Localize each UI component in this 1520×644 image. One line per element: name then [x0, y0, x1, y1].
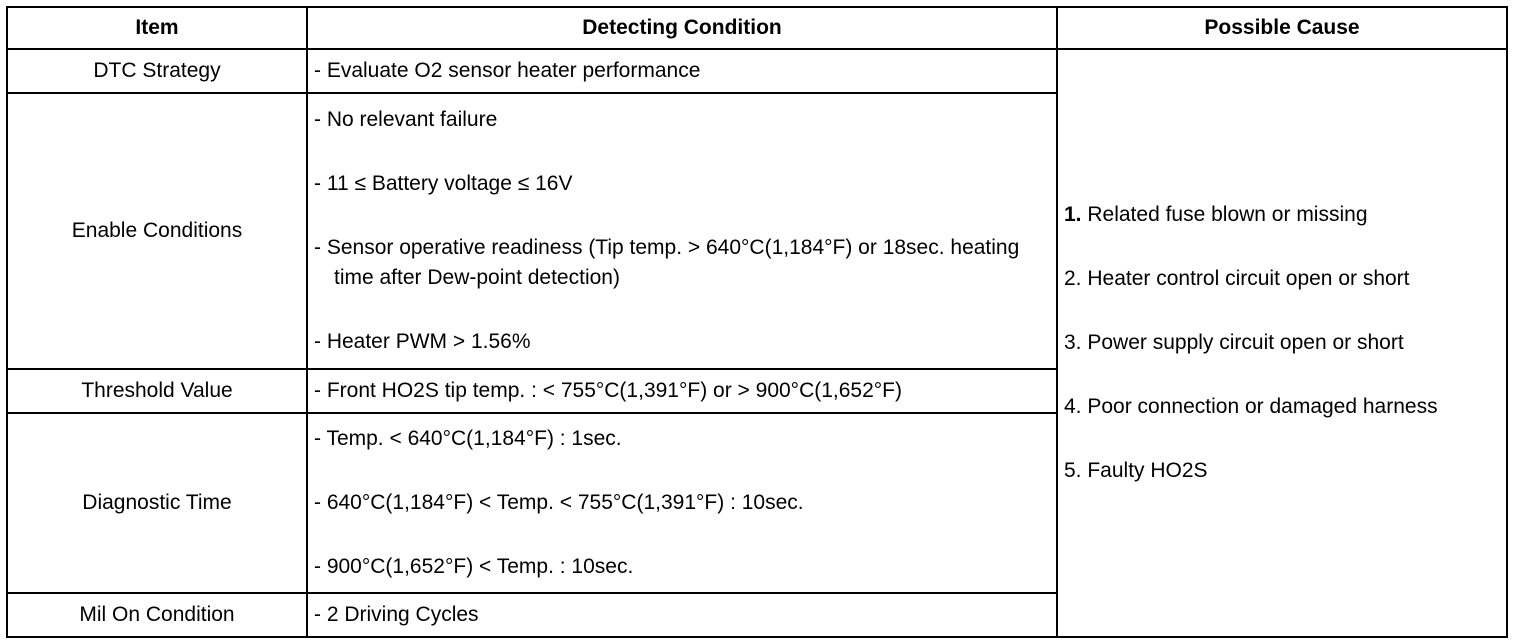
condition-line: - Evaluate O2 sensor heater performance [314, 59, 701, 82]
condition-line: - Sensor operative readiness (Tip temp. > 640°C(1,184°F) or 18sec. heating time after Dew-point detection) [314, 236, 1020, 289]
header-row [7, 7, 1507, 49]
cause-item: 1. Related fuse blown or missing [1064, 203, 1368, 226]
cause-list [1064, 200, 1500, 486]
header-possible-cause: Possible Cause [1057, 7, 1507, 49]
row-condition-cell [307, 93, 1057, 369]
condition-line: - Temp. < 640°C(1,184°F) : 1sec. [314, 427, 622, 450]
table-row [7, 49, 1507, 93]
row-item-mil-on-condition: Mil On Condition [7, 593, 307, 637]
dtc-table-container [6, 6, 1506, 636]
cause-item: 5. Faulty HO2S [1064, 459, 1208, 482]
condition-line: - 2 Driving Cycles [314, 603, 479, 626]
row-condition-cell [307, 593, 1057, 637]
condition-line: - 640°C(1,184°F) < Temp. < 755°C(1,391°F) : 10sec. [314, 491, 804, 514]
cause-item: 2. Heater control circuit open or short [1064, 267, 1410, 290]
row-item-enable-conditions: Enable Conditions [7, 93, 307, 369]
cause-item: 4. Poor connection or damaged harness [1064, 395, 1438, 418]
condition-line: - No relevant failure [314, 108, 498, 131]
cause-item: 3. Power supply circuit open or short [1064, 331, 1404, 354]
dtc-table [6, 6, 1508, 638]
condition-line: - Front HO2S tip temp. : < 755°C(1,391°F) or > 900°C(1,652°F) [314, 379, 902, 402]
condition-line: - Heater PWM > 1.56% [314, 330, 531, 353]
header-detecting-condition: Detecting Condition [307, 7, 1057, 49]
row-condition-cell [307, 49, 1057, 93]
condition-line: - 11 ≤ Battery voltage ≤ 16V [314, 172, 573, 195]
possible-cause-cell [1057, 49, 1507, 637]
row-item-diagnostic-time: Diagnostic Time [7, 413, 307, 593]
condition-line: - 900°C(1,652°F) < Temp. : 10sec. [314, 555, 634, 578]
row-condition-cell [307, 369, 1057, 413]
header-item: Item [7, 7, 307, 49]
row-item-threshold-value: Threshold Value [7, 369, 307, 413]
row-item-dtc-strategy: DTC Strategy [7, 49, 307, 93]
row-condition-cell [307, 413, 1057, 593]
